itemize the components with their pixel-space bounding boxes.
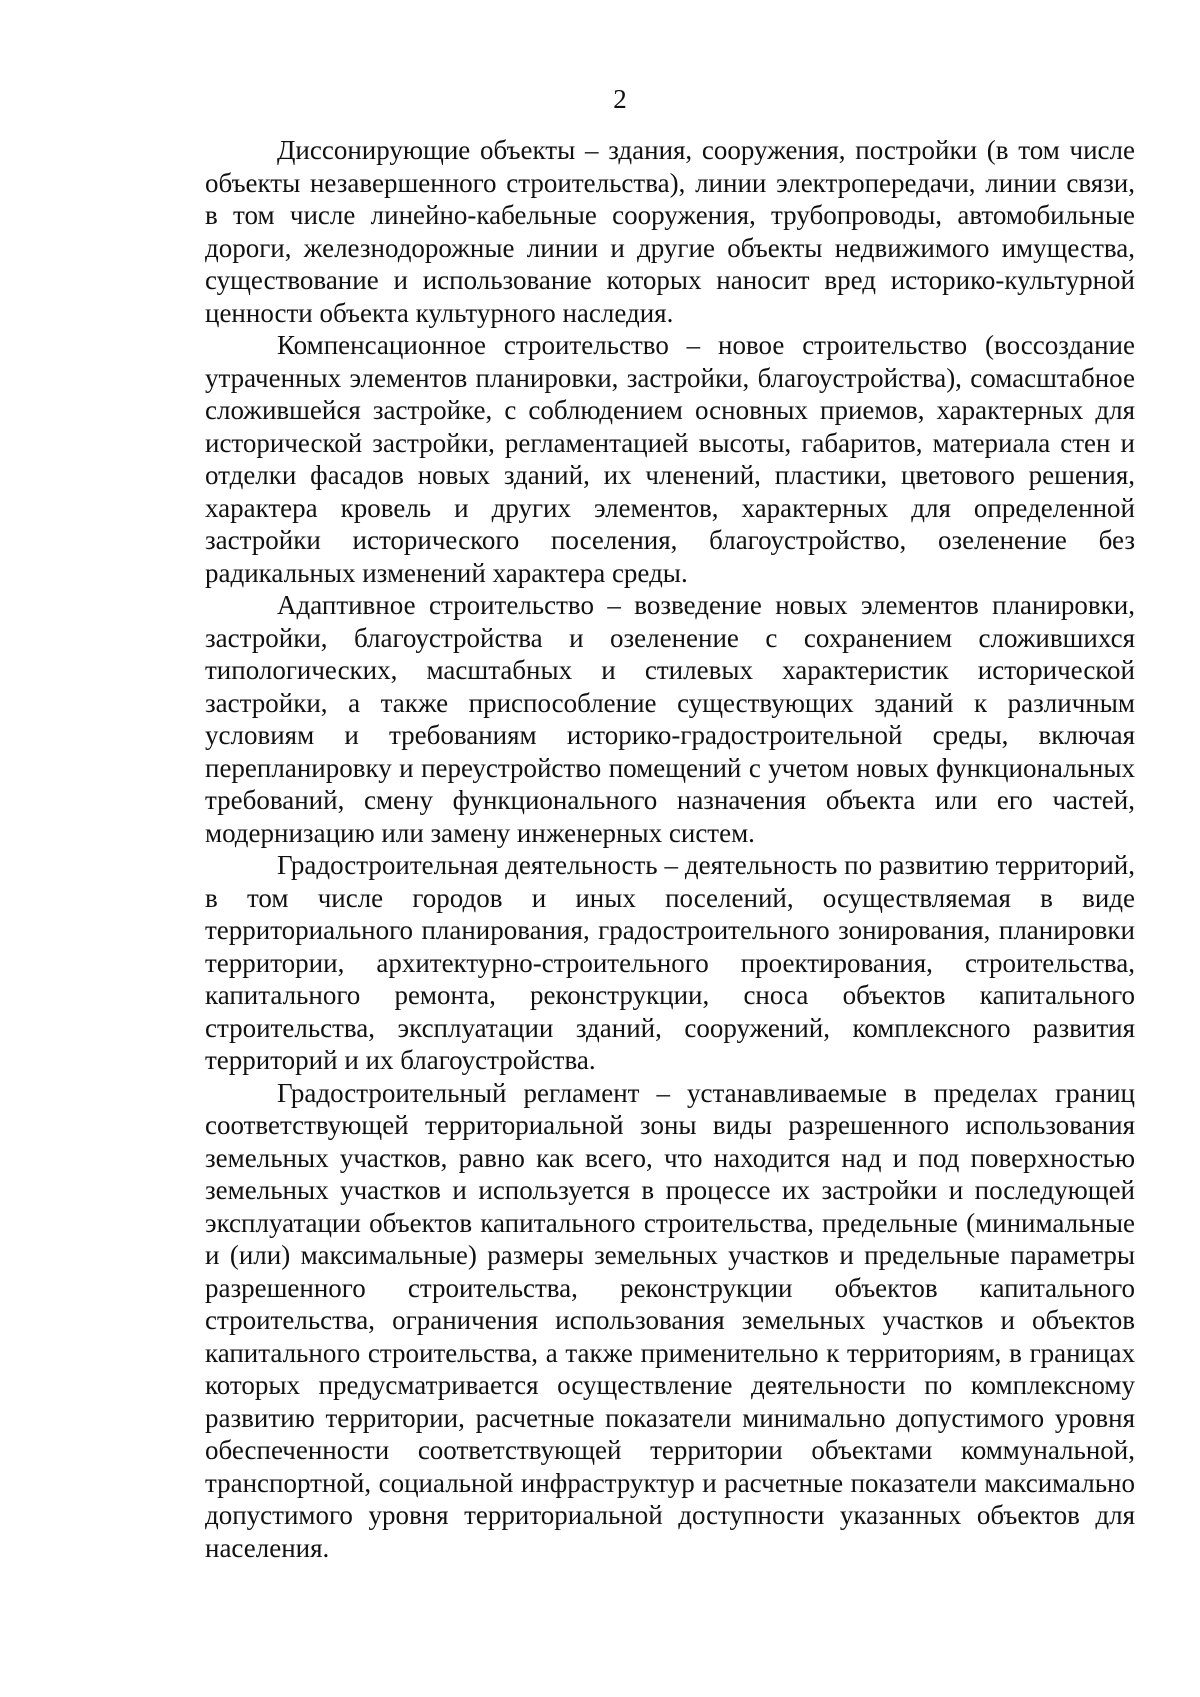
paragraph-urban-planning-activity: Градостроительная деятельность – деятельность по развитию территорий, в том числе городов и иных поселений, осуществляемая в виде территориального планирования, градостроительного зонирования, планировки территории, архитектурно-строительного проектирования, строительства, капитального ремонта, реконструкции, сноса объектов капитального строительства, эксплуатации зданий, сооружений, комплексного развития территорий и их благоустройства. — [205, 850, 1135, 1075]
paragraph-urban-planning-regulation: Градостроительный регламент – устанавливаемые в пределах границ соответствующей территориальной зоны виды разрешенного использования земельных участков, равно как всего, что находится над и под поверхностью земельных участков и используется в процессе их застройки и последующей эксплуатации объектов капитального строительства, предельные (минимальные и (или) максимальные) размеры земельных участков и предельные параметры разрешенного строительства, реконструкции объектов капитального строительства, ограничения использования земельных участков и объектов капитального строительства, а также применительно к территориям, в границах которых предусматривается осуществление деятельности по комплексному развитию территории, расчетные показатели минимально допустимого уровня обеспеченности соответствующей территории объектами коммунальной, транспортной, социальной инфраструктур и расчетные показатели максимально допустимого уровня территориальной доступности указанных объектов для населения. — [205, 1077, 1135, 1563]
paragraph-compensation-construction: Компенсационное строительство – новое строительство (воссоздание утраченных элементов планировки, застройки, благоустройства), сомасштабное сложившейся застройке, с соблюдением основных приемов, характерных для исторической застройки, регламентацией высоты, габаритов, материала стен и отделки фасадов новых зданий, их членений, пластики, цветового решения, характера кровель и других элементов, характерных для определенной застройки исторического поселения, благоустройство, озеленение без радикальных изменений характера среды. — [205, 330, 1135, 588]
paragraph-dissonant-objects: Диссонирующие объекты – здания, сооружения, постройки (в том числе объекты незавершенного строительства), линии электропередачи, линии связи, в том числе линейно-кабельные сооружения, трубопроводы, автомобильные дороги, железнодорожные линии и другие объекты недвижимого имущества, существование и использование которых наносит вред историко-культурной ценности объекта культурного наследия. — [205, 135, 1135, 328]
paragraph-adaptive-construction: Адаптивное строительство – возведение новых элементов планировки, застройки, благоустройства и озеленение с сохранением сложившихся типологических, масштабных и стилевых характеристик исторической застройки, а также приспособление существующих зданий к различным условиям и требованиям историко-градостроительной среды, включая перепланировку и переустройство помещений с учетом новых функциональных требований, смену функционального назначения объекта или его частей, модернизацию или замену инженерных систем. — [205, 590, 1135, 848]
page-number: 2 — [613, 84, 627, 114]
document-body — [205, 134, 1135, 1564]
